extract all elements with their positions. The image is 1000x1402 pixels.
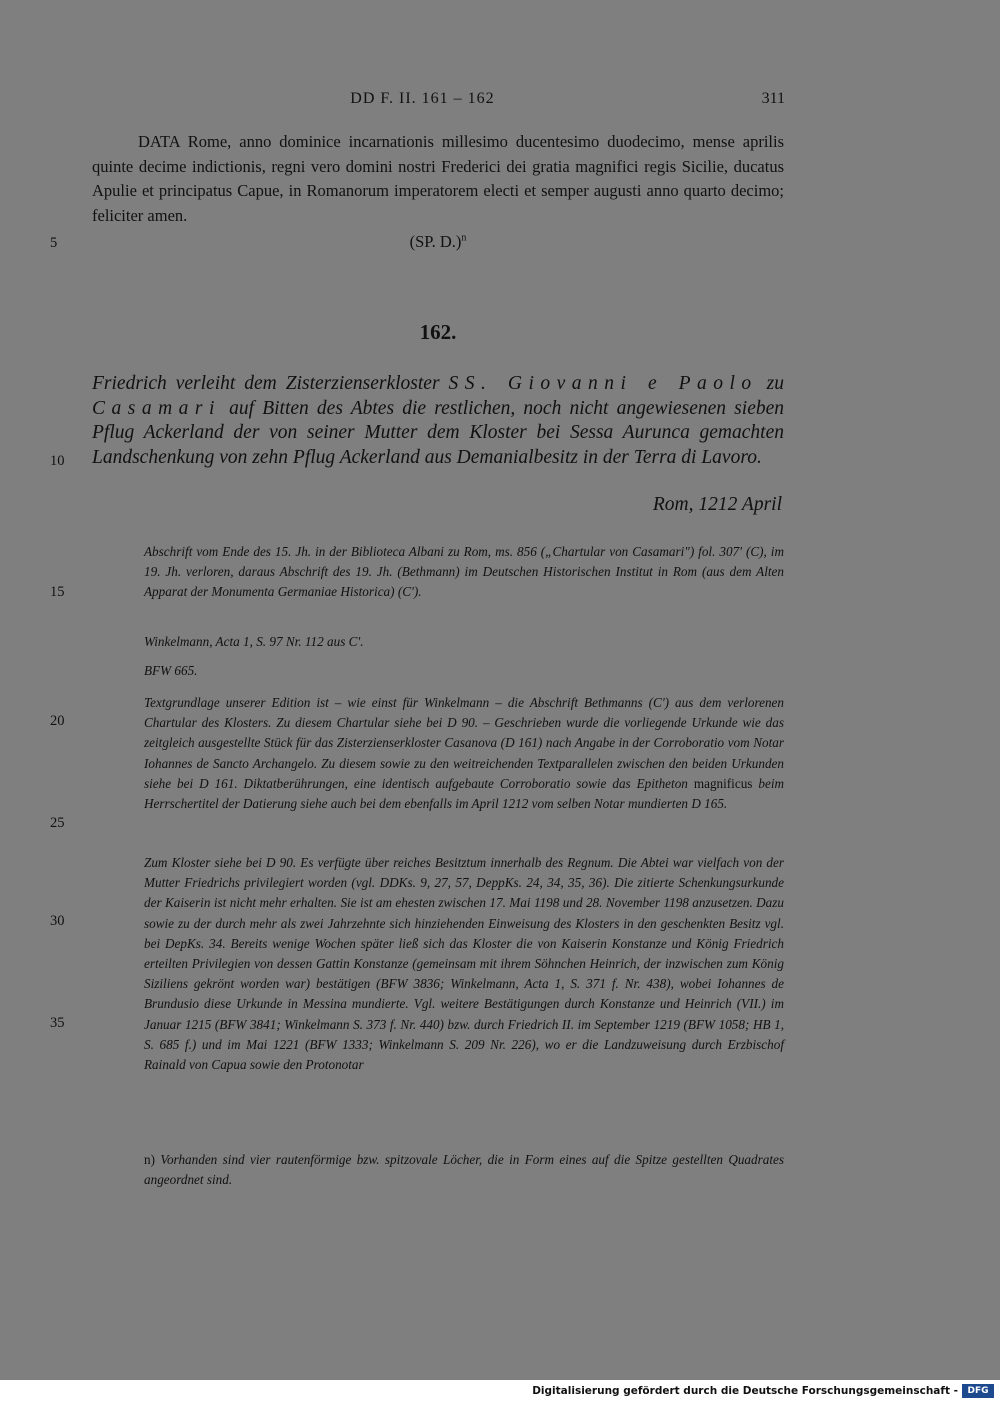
dfg-logo-icon: DFG	[962, 1384, 994, 1398]
page-number: 311	[761, 90, 785, 107]
commentary-1-text: Textgrundlage unserer Edition ist – wie einst für Winkelmann – die Abschrift Bethmanns (C') aus dem verlorenen Chartular des Klosters. Zu diesem Chartular siehe bei D 90. – Geschrieben wurde die vorliegende Urkunde wie das zeitgleich ausgestellte Stück für das Zisterzienserkloster Casanova (D 161) nach Angabe in der Corroboratio vom Notar Iohannes de Sancto Archangelo. Zu diesem sowie zu den weitreichenden Textparallelen zwischen den beiden Urkunden siehe bei D 161. Diktatberührungen, eine identisch aufgebaute Corroboratio sowie das Epitheton	[144, 695, 784, 791]
dfg-banner	[0, 1380, 1000, 1402]
footnote-mark-n: n	[461, 232, 467, 244]
commentary-1-end: beim Herrschertitel der Datierung siehe auch bei dem ebenfalls im April 1212 vom selben Notar mundierten D 165.	[144, 775, 785, 812]
note-regesta: BFW 665.	[144, 663, 198, 678]
banner-text: Digitalisierung gefördert durch die Deutsche Forschungsgemeinschaft -	[532, 1385, 958, 1397]
footnote-n	[144, 1150, 784, 1190]
note-commentary-1	[144, 693, 784, 814]
regest-name-casamari: Casamari	[92, 397, 221, 419]
note-commentary-2: Zum Kloster siehe bei D 90. Es verfügte über reiches Besitztum innerhalb des Regnum. Die Abtei war vielfach von der Mutter Friedrichs privilegiert worden (vgl. DDKs. 9, 27, 57, DeppKs. 24, 34, 35, 36). Die zitierte Schenkungsurkunde der Kaiserin ist nicht mehr erhalten. Sie ist am ehesten zwischen 17. Mai 1198 und 28. November 1198 anzusetzen. Dazu sowie zu der durch mehr als zwei Jahrzehnte sich hinziehenden Einweisung des Klosters in den geschenkten Besitz vgl. bei DepKs. 34. Bereits wenige Wochen später ließ sich das Kloster die von Kaiserin Konstanze und König Friedrich erteilten Privilegien von dessen Gattin Konstanze (gemeinsam mit ihrem Söhnchen Heinrich, der inzwischen zum König Siziliens gekrönt worden war) bestätigen (BFW 3836; Winkelmann, Acta 1, S. 371 f. Nr. 438), wobei Iohannes de Brundusio diese Urkunde in Messina mundierte. Vgl. weitere Bestätigungen durch Konstanze und Heinrich (VII.) im Januar 1215 (BFW 3841; Winkelmann S. 373 f. Nr. 440) bzw. durch Friedrich II. im September 1219 (BFW 1058; HB 1, S. 685 f.) und im Mai 1221 (BFW 1333; Winkelmann S. 209 Nr. 226), wo er die Landzuweisung durch Erzbischof Rainald von Capua sowie den Protonotar	[144, 855, 784, 1073]
regest-name-giovanni: SS. Giovanni e Paolo	[448, 373, 758, 394]
document-number: 162.	[419, 320, 457, 344]
running-header	[60, 88, 785, 112]
signum-text: (SP. D.)	[409, 232, 462, 251]
line-number-10: 10	[50, 453, 65, 469]
regest-part2: zu	[766, 373, 785, 394]
dateline: Rom, 1212 April	[652, 494, 782, 515]
line-number-20: 20	[50, 713, 65, 729]
note-transmission: Abschrift vom Ende des 15. Jh. in der Biblioteca Albani zu Rom, ms. 856 („Chartular von Casamari") fol. 307' (C), im 19. Jh. verloren, daraus Abschrift des 19. Jh. (Bethmann) im Deutschen Historischen Institut in Rom (aus dem Alten Apparat der Monumenta Germaniae Historica) (C').	[144, 544, 784, 600]
regest-part1: Friedrich verleiht dem Zisterzienserkloster	[92, 373, 440, 394]
footnote-mark: n)	[144, 1152, 155, 1167]
line-number-25: 25	[50, 815, 65, 831]
commentary-1-term: magnificus	[693, 775, 753, 791]
line-number-30: 30	[50, 913, 65, 929]
signum	[92, 232, 784, 252]
data-clause: DATA Rome, anno dominice incarnationis millesimo ducentesimo duodecimo, mense aprilis quinte decime indictionis, regni vero domini nostri Frederici dei gratia magnifici regis Sicilie, ducatus Apulie et principatus Capue, in Romanorum imperatorem electi et semper augusti anno quarto decimo; feliciter amen.	[92, 132, 784, 225]
note-edition: Winkelmann, Acta 1, S. 97 Nr. 112 aus C'.	[144, 634, 364, 649]
regest	[92, 372, 784, 471]
line-number-15: 15	[50, 584, 65, 600]
line-number-5: 5	[50, 235, 58, 251]
header-title: DD F. II. 161 – 162	[350, 90, 495, 107]
footnote-text: Vorhanden sind vier rautenförmige bzw. spitzovale Löcher, die in Form eines auf die Spitze gestellten Quadrates angeordnet sind.	[144, 1152, 784, 1188]
regest-part3: auf Bitten des Abtes die restlichen, noch nicht angewiesenen sieben Pflug Ackerland der von seiner Mutter dem Kloster bei Sessa Aurunca gemachten Landschenkung von zehn Pflug Ackerland aus Demanialbesitz in der Terra di Lavoro.	[92, 397, 785, 469]
line-number-35: 35	[50, 1015, 65, 1031]
